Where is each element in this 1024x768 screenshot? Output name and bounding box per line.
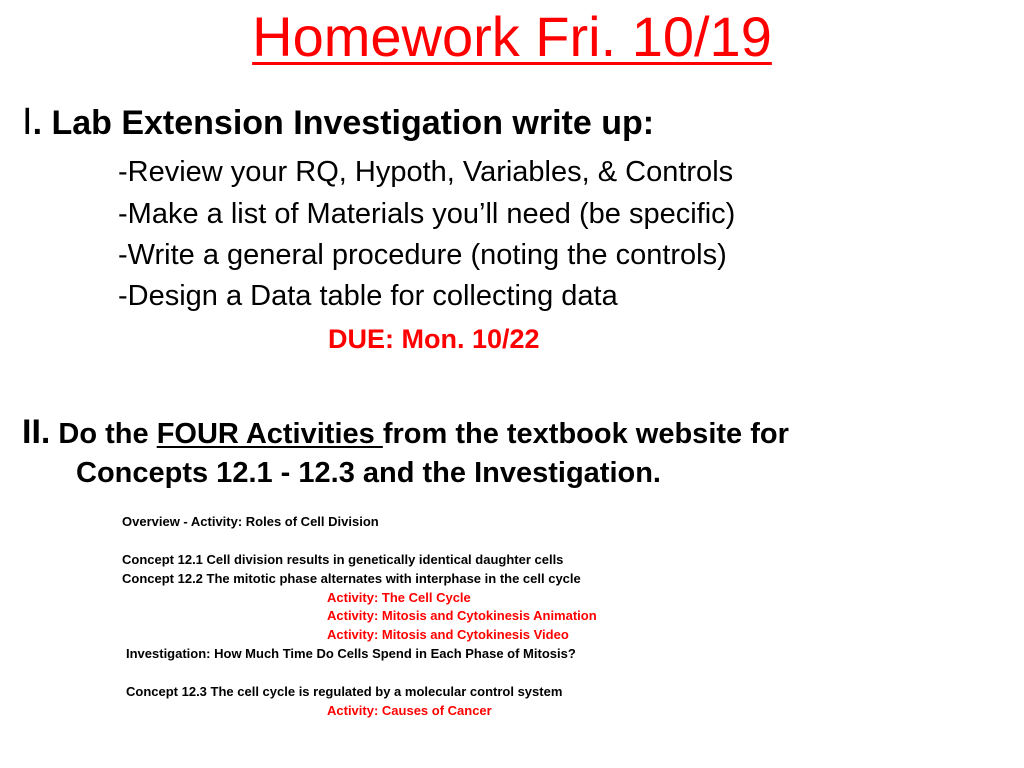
concept-12-3: Concept 12.3 The cell cycle is regulated by a molecular control system <box>126 684 563 699</box>
section-2-heading-line-2: Concepts 12.1 - 12.3 and the Investigation. <box>76 457 661 489</box>
activity-mitosis-video: Activity: Mitosis and Cytokinesis Video <box>327 627 569 642</box>
section-2-text-post: from the textbook website for <box>382 418 789 450</box>
overview-activity: Overview - Activity: Roles of Cell Division <box>122 514 379 529</box>
section-1-numeral: I <box>22 101 33 143</box>
section-2-underlined-text: FOUR Activities <box>156 418 383 450</box>
activity-causes-of-cancer: Activity: Causes of Cancer <box>327 703 492 718</box>
section-2-heading <box>22 412 789 454</box>
page-title: Homework Fri. 10/19 <box>252 5 772 68</box>
section-1-item-procedure: -Write a general procedure (noting the controls) <box>118 239 727 271</box>
concept-12-2: Concept 12.2 The mitotic phase alternates with interphase in the cell cycle <box>122 571 581 586</box>
section-1-item-review: -Review your RQ, Hypoth, Variables, & Controls <box>118 156 734 188</box>
section-1-heading <box>22 100 654 145</box>
concept-12-1: Concept 12.1 Cell division results in genetically identical daughter cells <box>122 552 564 567</box>
section-2-numeral: II. <box>22 413 51 451</box>
section-1-heading-text: . Lab Extension Investigation write up: <box>32 104 655 142</box>
due-date: DUE: Mon. 10/22 <box>328 324 540 354</box>
activity-mitosis-animation: Activity: Mitosis and Cytokinesis Animation <box>327 608 597 623</box>
investigation-item: Investigation: How Much Time Do Cells Spend in Each Phase of Mitosis? <box>126 646 576 661</box>
activity-cell-cycle: Activity: The Cell Cycle <box>327 590 471 605</box>
section-1-item-data-table: -Design a Data table for collecting data <box>118 280 618 312</box>
section-1-item-materials: -Make a list of Materials you’ll need (be specific) <box>118 198 736 230</box>
section-2-text-pre: Do the <box>50 418 157 450</box>
